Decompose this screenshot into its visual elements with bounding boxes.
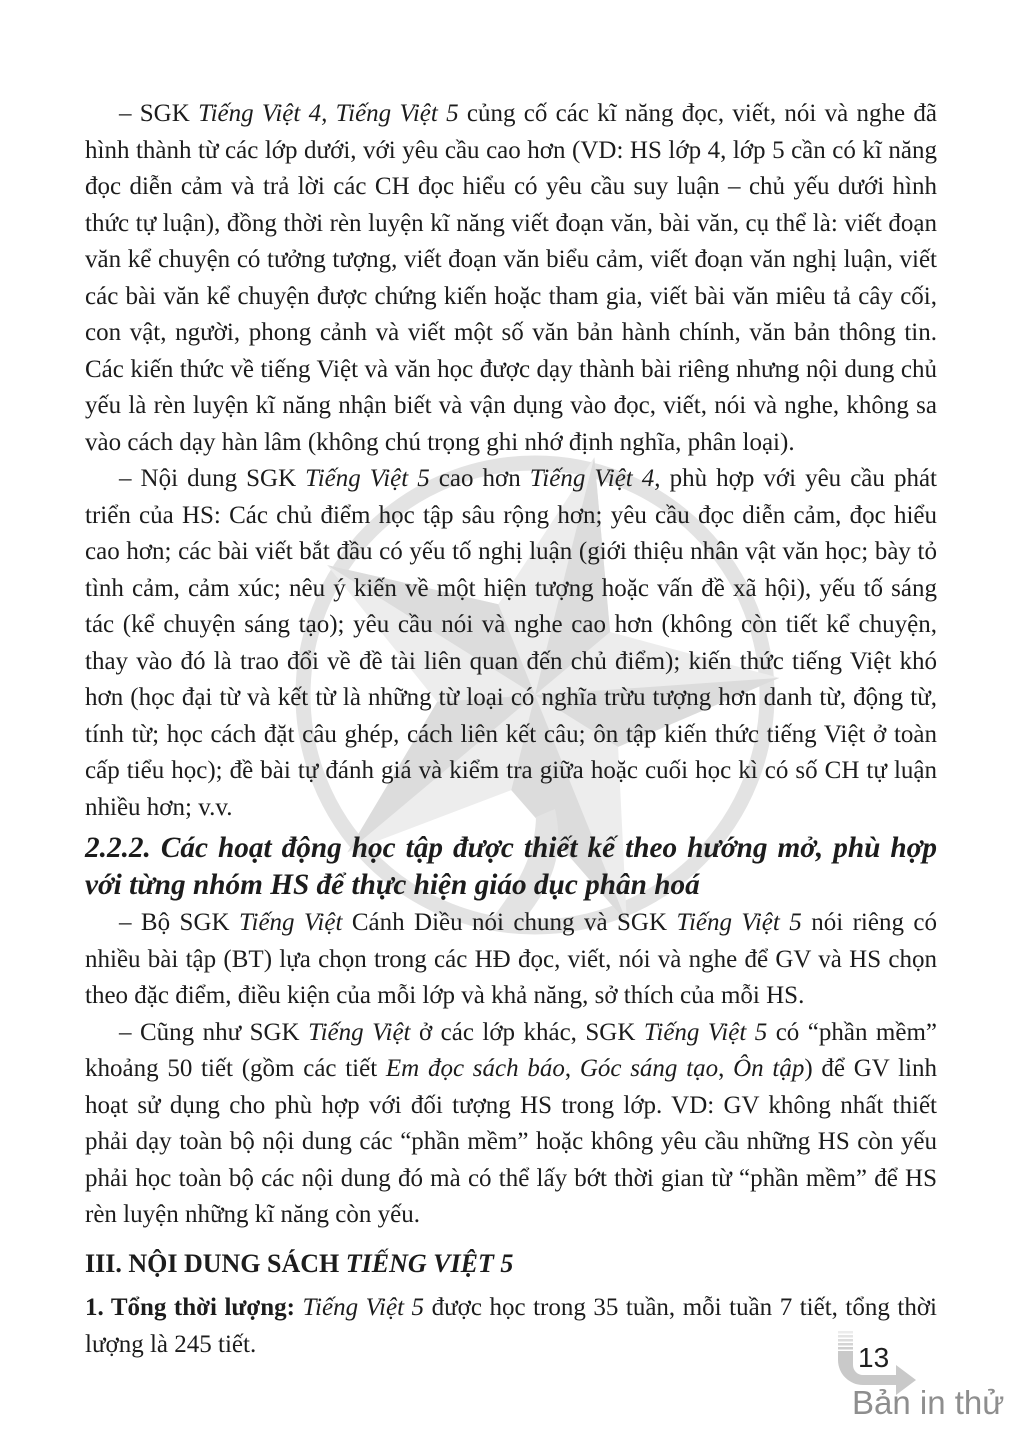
body-paragraph: – Bộ SGK Tiếng Việt Cánh Diều nói chung và SGK Tiếng Việt 5 nói riêng có nhiều bài tập (BT) lựa chọn trong các HĐ đọc, viết, nói và nghe để GV và HS chọn theo đặc điểm, điều kiện của mỗi lớp và khả năng, sở thích của mỗi HS. — [85, 909, 937, 1009]
trial-print-stamp: Bản in thử — [852, 1384, 1005, 1421]
body-paragraph: – Nội dung SGK Tiếng Việt 5 cao hơn Tiếng Việt 4, phù hợp với yêu cầu phát triển của HS: Các chủ điểm học tập sâu rộng hơn; yêu cầu đọc diễn cảm, đọc hiểu cao hơn; các bài viết bắt đầu có yếu tố nghị luận (giới thiệu nhân vật văn học; bày tỏ tình cảm, cảm xúc; nêu ý kiến về một hiện tượng hoặc vấn đề xã hội), yếu tố sáng tác (kể chuyện sáng tạo); yêu cầu nói và nghe cao hơn (không còn tiết kể chuyện, thay vào đó là trao đổi về đề tài liên quan đến chủ điểm); kiến thức tiếng Việt khó hơn (học đại từ và kết từ là những từ loại có nghĩa trừu tượng hơn danh từ, động từ, tính từ; học cách đặt câu ghép, cách liên kết câu; ôn tập kiến thức tiếng Việt ở toàn cấp tiểu học); đề bài tự đánh giá và kiểm tra giữa hoặc cuối học kì có số CH tự luận nhiều hơn; v.v. — [85, 465, 937, 821]
body-paragraph: 1. Tổng thời lượng: Tiếng Việt 5 được học trong 35 tuần, mỗi tuần 7 tiết, tổng thời lượng là 245 tiết. — [85, 1294, 937, 1358]
section-heading: III. NỘI DUNG SÁCH TIẾNG VIỆT 5 — [85, 1248, 514, 1278]
body-paragraph: – Cũng như SGK Tiếng Việt ở các lớp khác, SGK Tiếng Việt 5 có “phần mềm” khoảng 50 tiết (gồm các tiết Em đọc sách báo, Góc sáng tạo, Ôn tập) để GV linh hoạt sử dụng cho phù hợp với đối tượng HS trong lớp. VD: GV không nhất thiết phải dạy toàn bộ nội dung các “phần mềm” hoặc không yêu cầu những HS còn yếu phải học toàn bộ các nội dung đó mà có thể lấy bớt thời gian từ “phần mềm” để HS rèn luyện những kĩ năng còn yếu. — [85, 1018, 938, 1228]
page-body-text — [85, 96, 937, 1363]
page-number: 13 — [858, 1342, 890, 1373]
subsection-heading: 2.2.2. Các hoạt động học tập được thiết kế theo hướng mở, phù hợp với từng nhóm HS để thực hiện giáo dục phân hoá — [85, 832, 937, 901]
body-paragraph: – SGK Tiếng Việt 4, Tiếng Việt 5 củng cố các kĩ năng đọc, viết, nói và nghe đã hình thành từ các lớp dưới, với yêu cầu cao hơn (VD: HS lớp 4, lớp 5 cần có kĩ năng đọc diễn cảm và trả lời các CH đọc hiểu có yêu cầu suy luận – chủ yếu dưới hình thức tự luận), đồng thời rèn luyện kĩ năng viết đoạn văn, bài văn, cụ thể là: viết đoạn văn kể chuyện có tưởng tượng, viết đoạn văn biểu cảm, viết đoạn văn nghị luận, viết các bài văn kể chuyện được chứng kiến hoặc tham gia, viết bài văn miêu tả cây cối, con vật, người, phong cảnh và viết một số văn bản hành chính, văn bản thông tin. Các kiến thức về tiếng Việt và văn học được dạy thành bài riêng nhưng nội dung chủ yếu là rèn luyện kĩ năng nhận biết và vận dụng vào đọc, viết, nói và nghe, không sa vào cách dạy hàn lâm (không chú trọng ghi nhớ định nghĩa, phân loại). — [85, 100, 937, 456]
